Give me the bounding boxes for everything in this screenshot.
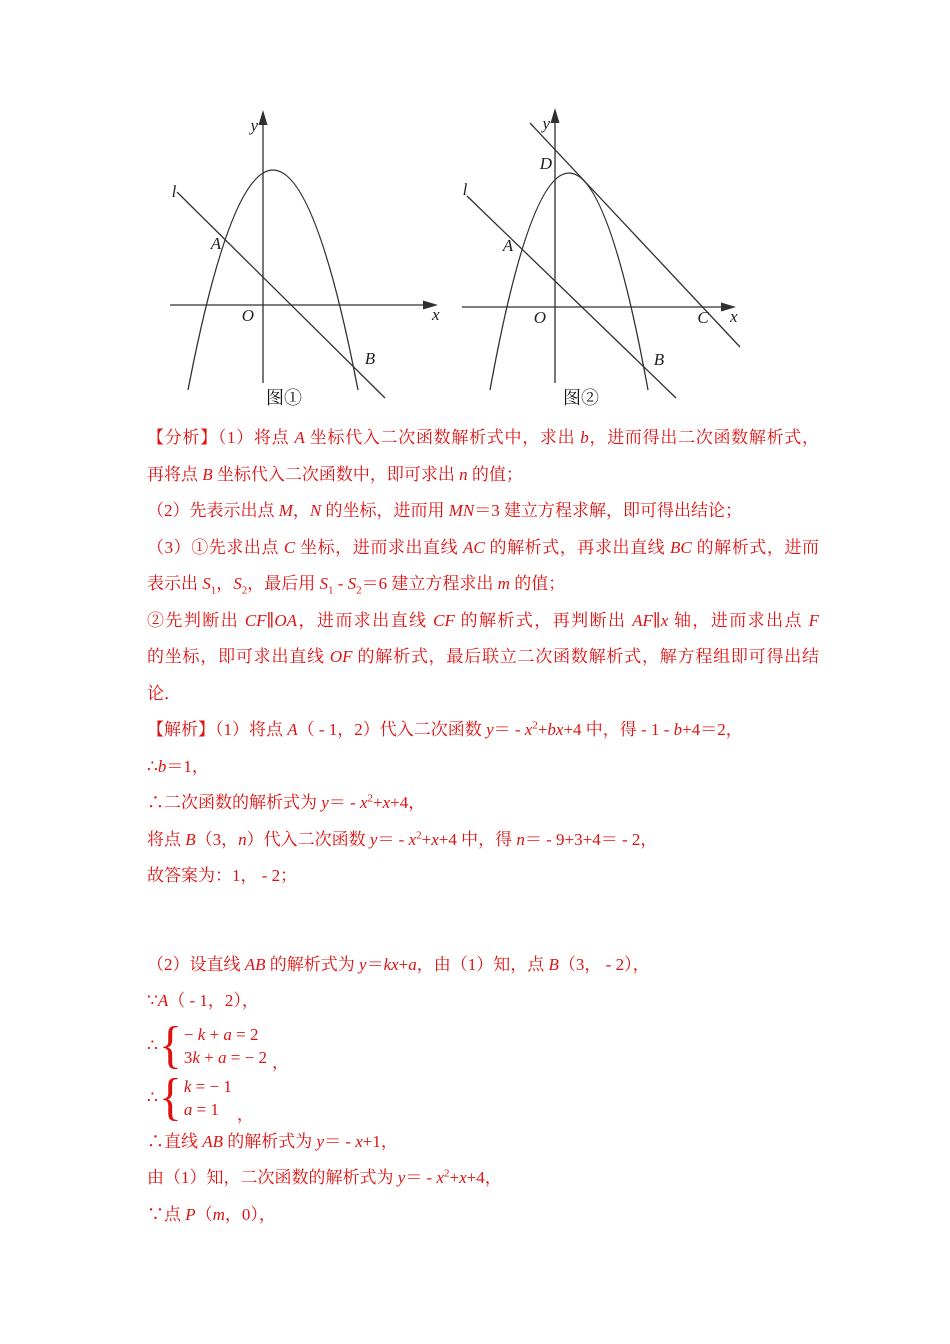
- fig1-parabola-curve: [188, 170, 358, 390]
- equation-system: [147, 1068, 819, 1126]
- fig2-caption: 图②: [563, 388, 599, 407]
- solution-text: [147, 420, 819, 1233]
- system-brace: {: [158, 1068, 182, 1126]
- fig1-caption: 图①: [266, 388, 302, 407]
- text-line: ∴直线 AB 的解析式为 y＝ - x+1，: [147, 1131, 398, 1151]
- text-line: 【分析】（1）将点 A 坐标代入二次函数解析式中，求出 b，进而得出二次函数解析式，: [147, 428, 820, 447]
- text-line: 的坐标，即可求出直线 OF 的解析式，最后联立二次函数解析式，解方程组即可得出结: [147, 647, 820, 666]
- therefore-symbol: ∴: [147, 1088, 158, 1107]
- fig2-y-label: y: [542, 114, 550, 133]
- fig1-line-l: [177, 192, 385, 398]
- system-comma: ，: [236, 1104, 254, 1124]
- blank-line: [147, 895, 819, 947]
- fig2-origin-label: O: [533, 308, 546, 327]
- fig1-y-label: y: [250, 116, 258, 135]
- text-line: （3）①先求出点 C 坐标，进而求出直线 AC 的解析式，再求出直线 BC 的解析式，进而: [147, 537, 820, 557]
- text-line: 【解析】（1）将点 A（ - 1，2）代入二次函数 $y= - x^2+bx+4$ 中，得 - 1 - b+4＝2，: [147, 719, 743, 739]
- equation-row: 3k + a = − 2: [183, 1047, 267, 1067]
- fig2-point-B-label: B: [653, 350, 665, 369]
- fig1-point-B-label: B: [364, 349, 376, 368]
- equation-row: k = − 1: [183, 1076, 232, 1096]
- fig2-point-C-label: C: [697, 308, 709, 327]
- therefore-symbol: ∴: [147, 1036, 158, 1055]
- text-line: 由（1）知，二次函数的解析式为 $y= - x^2+x+4$，: [147, 1167, 502, 1187]
- equation-system: [147, 1016, 819, 1074]
- fig2-point-A-label: A: [502, 236, 514, 255]
- fig1-x-label: x: [432, 305, 440, 324]
- figure-1: [140, 105, 450, 407]
- text-line: （2）设直线 AB 的解析式为 y＝kx+a，由（1）知，点 B（3， - 2），: [147, 954, 650, 974]
- system-rows: [184, 1023, 267, 1069]
- text-line: ②先判断出 CF∥OA，进而求出直线 CF 的解析式，再判断出 AF∥x 轴，进而求出点 F: [147, 610, 820, 630]
- system-rows: [184, 1075, 232, 1121]
- text-line: 再将点 B 坐标代入二次函数中，即可求出 n 的值；: [147, 464, 523, 484]
- text-line: ∵A（ - 1，2），: [147, 991, 259, 1010]
- fig2-y-arrowhead: [551, 108, 560, 123]
- text-line: （2）先表示出点 M，N 的坐标，进而用 MN＝3 建立方程求解，即可得出结论；: [147, 501, 743, 520]
- figure-2: [445, 105, 755, 407]
- fig2-point-D-label: D: [539, 154, 552, 173]
- text-line: 表示出 $S_1$，$S_2$，最后用 $S_1 - S_2=6$ 建立方程求出 m 的值；: [147, 574, 566, 597]
- fig2-parabola-curve: [490, 173, 648, 390]
- text-line: ∴二次函数的解析式为 $y= - x^2+x+4$，: [147, 792, 426, 812]
- fig2-line-l: [467, 196, 676, 398]
- equation-row: a = 1: [183, 1099, 219, 1119]
- system-comma: ，: [271, 1052, 289, 1072]
- fig1-origin-label: O: [241, 306, 254, 325]
- fig2-line-l-label: l: [462, 180, 468, 199]
- text-line: ∵点 P（m，0），: [147, 1204, 276, 1224]
- text-line: ∴b＝1，: [147, 756, 209, 776]
- text-line: 故答案为：1， - 2；: [147, 866, 298, 885]
- text-line: 将点 B（3，n）代入二次函数 $y= - x^2+x+4$ 中，得 n＝ - 9+3+4＝ - 2，: [147, 828, 658, 849]
- fig1-y-arrowhead: [259, 110, 268, 125]
- text-line: 论．: [147, 683, 181, 703]
- system-brace: {: [158, 1016, 182, 1074]
- equation-row: − k + a = 2: [183, 1024, 259, 1044]
- fig1-line-l-label: l: [171, 182, 177, 201]
- fig2-x-label: x: [730, 307, 738, 326]
- fig1-point-A-label: A: [210, 234, 222, 253]
